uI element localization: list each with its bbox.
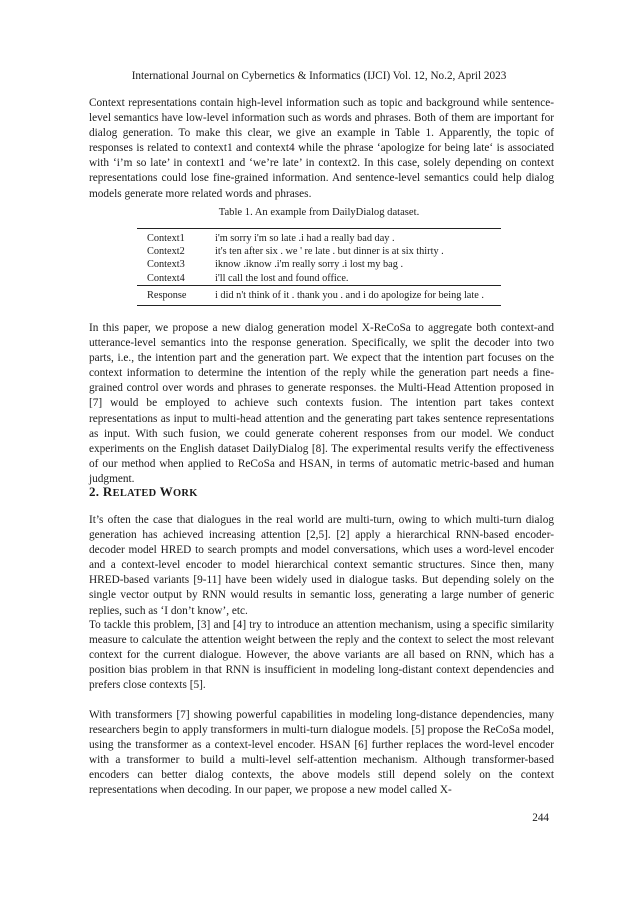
journal-header: International Journal on Cybernetics & Informatics (IJCI) Vol. 12, No.2, April 2023 — [131, 70, 507, 82]
section-title — [103, 484, 198, 499]
table-cell-value: i did n't think of it . thank you . and i do apologize for being late . — [215, 285, 501, 305]
section-title-initial: W — [159, 484, 174, 499]
table-row — [137, 258, 501, 271]
table-cell-value: iknow .iknow .i'm really sorry .i lost my bag . — [215, 259, 404, 271]
table-cell-key: Context1 — [147, 233, 185, 244]
table-row — [137, 245, 501, 258]
table-row-response — [137, 285, 501, 305]
section-title-initial: R — [102, 484, 113, 499]
table-cell-key: Context2 — [147, 246, 185, 258]
paragraph-related-2: To tackle this problem, [3] and [4] try to introduce an attention mechanism, using a specific similarity measure to calculate the attention weight between the reply and the context to select the most relevant context for the current dialogue. However, the above variants are all based on RNN, which has a position bias problem in that RNN is insufficient in modeling long-distant context dependencies and prefers close contexts [5]. — [89, 619, 554, 692]
table-cell-value: i'll call the lost and found office. — [215, 272, 349, 284]
table-row — [137, 272, 501, 286]
paragraph-related-1: It’s often the case that dialogues in the real world are multi-turn, owing to which multi-turn dialog generation has achieved increasing attention [2,5]. [2] apply a hierarchical RNN-based encoder-decoder model HRED to search prompts and model conversations, which uses a word-level encoder and a context-level encoder to model hierarchical context semantic structures. Since then, many HRED-based variants [9-11] have been widely used in dialogue tasks. But depending solely on the single vector output by RNN would results in semantic loss, generating a large number of generic replies, such as ‘I don’t know’, etc. — [89, 514, 554, 617]
table-cell-key: Context4 — [147, 272, 185, 284]
table-row — [137, 229, 501, 246]
paragraph-related-3: With transformers [7] showing powerful capabilities in modeling long-distance dependencies, many researchers begin to apply transformers in multi-turn dialogue models. [5] propose the ReCoSa model, using the transformer as a context-level encoder. HSAN [6] further replaces the word-level encoder with a transformer to build a multi-level self-attention mechanism. Although transformer-based encoders can better dialog contexts, the above models still depend solely on the context representations when decoding. In our paper, we propose a new model called X- — [89, 709, 554, 797]
section-heading — [89, 484, 198, 500]
paragraph-proposal: In this paper, we propose a new dialog generation model X-ReCoSa to aggregate both context-and utterance-level semantics into the response generation. Specifically, we split the decoder into two parts, i.e., the intention part and the generation part. We expect that the intention part focuses on the context information to determine the intention of the reply while the generation part needs a fine-grained control over words and phrases to generate responses. the Multi-Head Attention proposed in [7] would be employed to achieve such contexts fusion. The intention part takes context representations as input to multi-head attention and the generating part takes sentence representations as input. With such fusion, we could generate coherent responses from our model. We conduct experiments on the English dataset DailyDialog [8]. The experimental results verify the effectiveness of our method when applied to ReCoSa and HSAN, in terms of automatic metric-based and human judgment. — [89, 322, 554, 485]
section-number: 2. — [89, 484, 100, 499]
table-caption: Table 1. An example from DailyDialog dataset. — [218, 207, 420, 218]
paragraph-intro: Context representations contain high-level information such as topic and background while sentence-level semantics have low-level information such as words and phrases. Both of them are important for dialog generation. To make this clear, we give an example in Table 1. Apparently, the topic of responses is related to context1 and context4 while the phrase ‘apologize for being late‘ is associated with ‘i’m so late’ in context1 and ‘we’re late’ in context2. In this case, solely depending on context representations could lose fine-grained information. And sentence-level semantics could help dialog models generate more related words and phrases. — [89, 97, 554, 200]
table-cell-value: it's ten after six . we ' re late . but dinner is at six thirty . — [215, 246, 444, 258]
section-title-rest: ELATED — [112, 488, 157, 499]
section-title-rest: ORK — [173, 488, 198, 499]
table-cell-value: i'm sorry i'm so late .i had a really bad day . — [215, 233, 395, 244]
example-table — [137, 228, 501, 306]
table-cell-key: Response — [137, 285, 215, 305]
page-number: 244 — [532, 812, 549, 824]
table-cell-key: Context3 — [147, 259, 185, 271]
